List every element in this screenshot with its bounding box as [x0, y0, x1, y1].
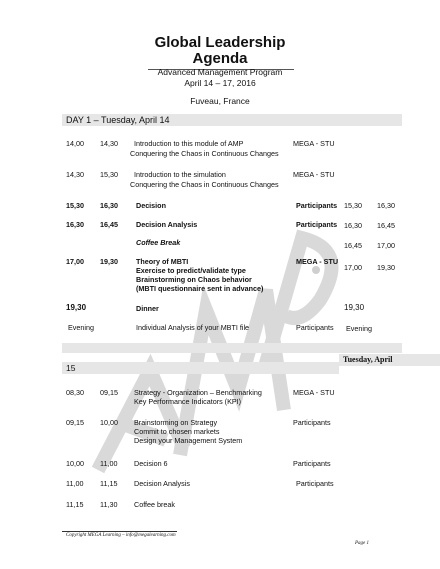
row-line: Key Performance Indicators (KPI)	[134, 397, 242, 406]
row-start-time: 17,00	[66, 257, 84, 266]
row-end-time: 11,15	[100, 479, 118, 488]
title-line-1: Global Leadership	[154, 34, 286, 51]
row-side-start: 19,30	[344, 303, 365, 312]
row-line: Design your Management System	[134, 436, 243, 445]
footer-rule	[62, 531, 177, 532]
row-line: Individual Analysis of your MBTI file	[136, 323, 250, 332]
row-line: Introduction to the simulation	[134, 170, 226, 179]
row-end-time: 10,00	[100, 418, 118, 427]
row-line: Conquering the Chaos in Continuous Changes	[130, 149, 279, 158]
row-line: Strategy - Organization – Benchmarking	[134, 388, 262, 397]
row-side-end: 16,45	[377, 221, 395, 230]
row-line: Conquering the Chaos in Continuous Changes	[130, 180, 279, 189]
row-start-time: 19,30	[66, 303, 87, 312]
row-side-end: 16,30	[377, 201, 395, 210]
row-participants: Participants	[293, 459, 331, 468]
row-end-time: 09,15	[100, 388, 118, 397]
row-participants: Participants	[296, 479, 334, 488]
row-line: Brainstorming on Strategy	[134, 418, 218, 427]
row-start-time: 08,30	[66, 388, 84, 397]
day1-heading-bar	[62, 114, 402, 126]
row-participants: MEGA - STU	[293, 388, 335, 397]
row-start-time: Evening	[68, 323, 94, 332]
row-line: Decision Analysis	[136, 220, 198, 229]
row-side-start: 17,00	[344, 263, 362, 272]
row-line: (MBTI questionnaire sent in advance)	[136, 284, 264, 293]
row-participants: MEGA - STU	[293, 139, 335, 148]
row-line: Dinner	[136, 304, 159, 313]
row-start-time: 09,15	[66, 418, 84, 427]
row-start-time: 15,30	[66, 201, 84, 210]
row-line: Commit to chosen markets	[134, 427, 220, 436]
row-line: Coffee Break	[136, 238, 181, 247]
day2-heading-right-bar	[339, 354, 440, 366]
footer-page-number: Page 1	[355, 541, 370, 546]
row-start-time: 11,15	[66, 500, 84, 509]
row-start-time: 11,00	[66, 479, 84, 488]
row-side-end: 19,30	[377, 263, 395, 272]
row-line: Brainstorming on Chaos behavior	[136, 275, 252, 284]
day2-heading-left: 15	[66, 363, 76, 373]
row-line: Theory of MBTI	[136, 257, 189, 266]
row-participants: Participants	[296, 201, 338, 210]
row-end-time: 14,30	[100, 139, 118, 148]
row-start-time: 14,30	[66, 170, 84, 179]
row-line: Introduction to this module of AMP	[134, 139, 244, 148]
program-location: Fuveau, France	[190, 96, 250, 106]
row-line: Coffee break	[134, 500, 176, 509]
day2-heading-left-bar	[62, 362, 339, 374]
title-line-2: Agenda	[192, 50, 248, 67]
row-start-time: 16,30	[66, 220, 84, 229]
row-end-time: 19,30	[100, 257, 118, 266]
row-side-end: 17,00	[377, 241, 395, 250]
row-participants: MEGA - STU	[296, 257, 339, 266]
row-end-time: 11,00	[100, 459, 118, 468]
row-line: Decision	[136, 201, 166, 210]
footer-copyright: Copyright MEGA Learning – info@megalearning.com	[66, 533, 176, 538]
row-line: Decision 6	[134, 459, 168, 468]
row-end-time: 16,45	[100, 220, 118, 229]
row-line: Decision Analysis	[134, 479, 190, 488]
row-participants: Participants	[296, 220, 338, 229]
row-side-start: 16,45	[344, 241, 362, 250]
row-end-time: 16,30	[100, 201, 118, 210]
row-participants: Participants	[293, 418, 331, 427]
row-participants: Participants	[296, 323, 334, 332]
row-end-time: 15,30	[100, 170, 118, 179]
program-dates: April 14 – 17, 2016	[184, 78, 256, 88]
row-line: Exercise to predict/validate type	[136, 266, 246, 275]
row-side-start: 16,30	[344, 221, 362, 230]
day2-heading-bar-top	[62, 343, 402, 353]
day1-heading: DAY 1 – Tuesday, April 14	[66, 115, 170, 125]
row-participants: MEGA - STU	[293, 170, 335, 179]
day2-heading-right: Tuesday, April	[343, 355, 393, 364]
row-end-time: 11,30	[100, 500, 118, 509]
row-side-start: Evening	[346, 324, 372, 333]
row-start-time: 10,00	[66, 459, 84, 468]
program-name: Advanced Management Program	[157, 67, 283, 77]
row-start-time: 14,00	[66, 139, 84, 148]
row-side-start: 15,30	[344, 201, 362, 210]
